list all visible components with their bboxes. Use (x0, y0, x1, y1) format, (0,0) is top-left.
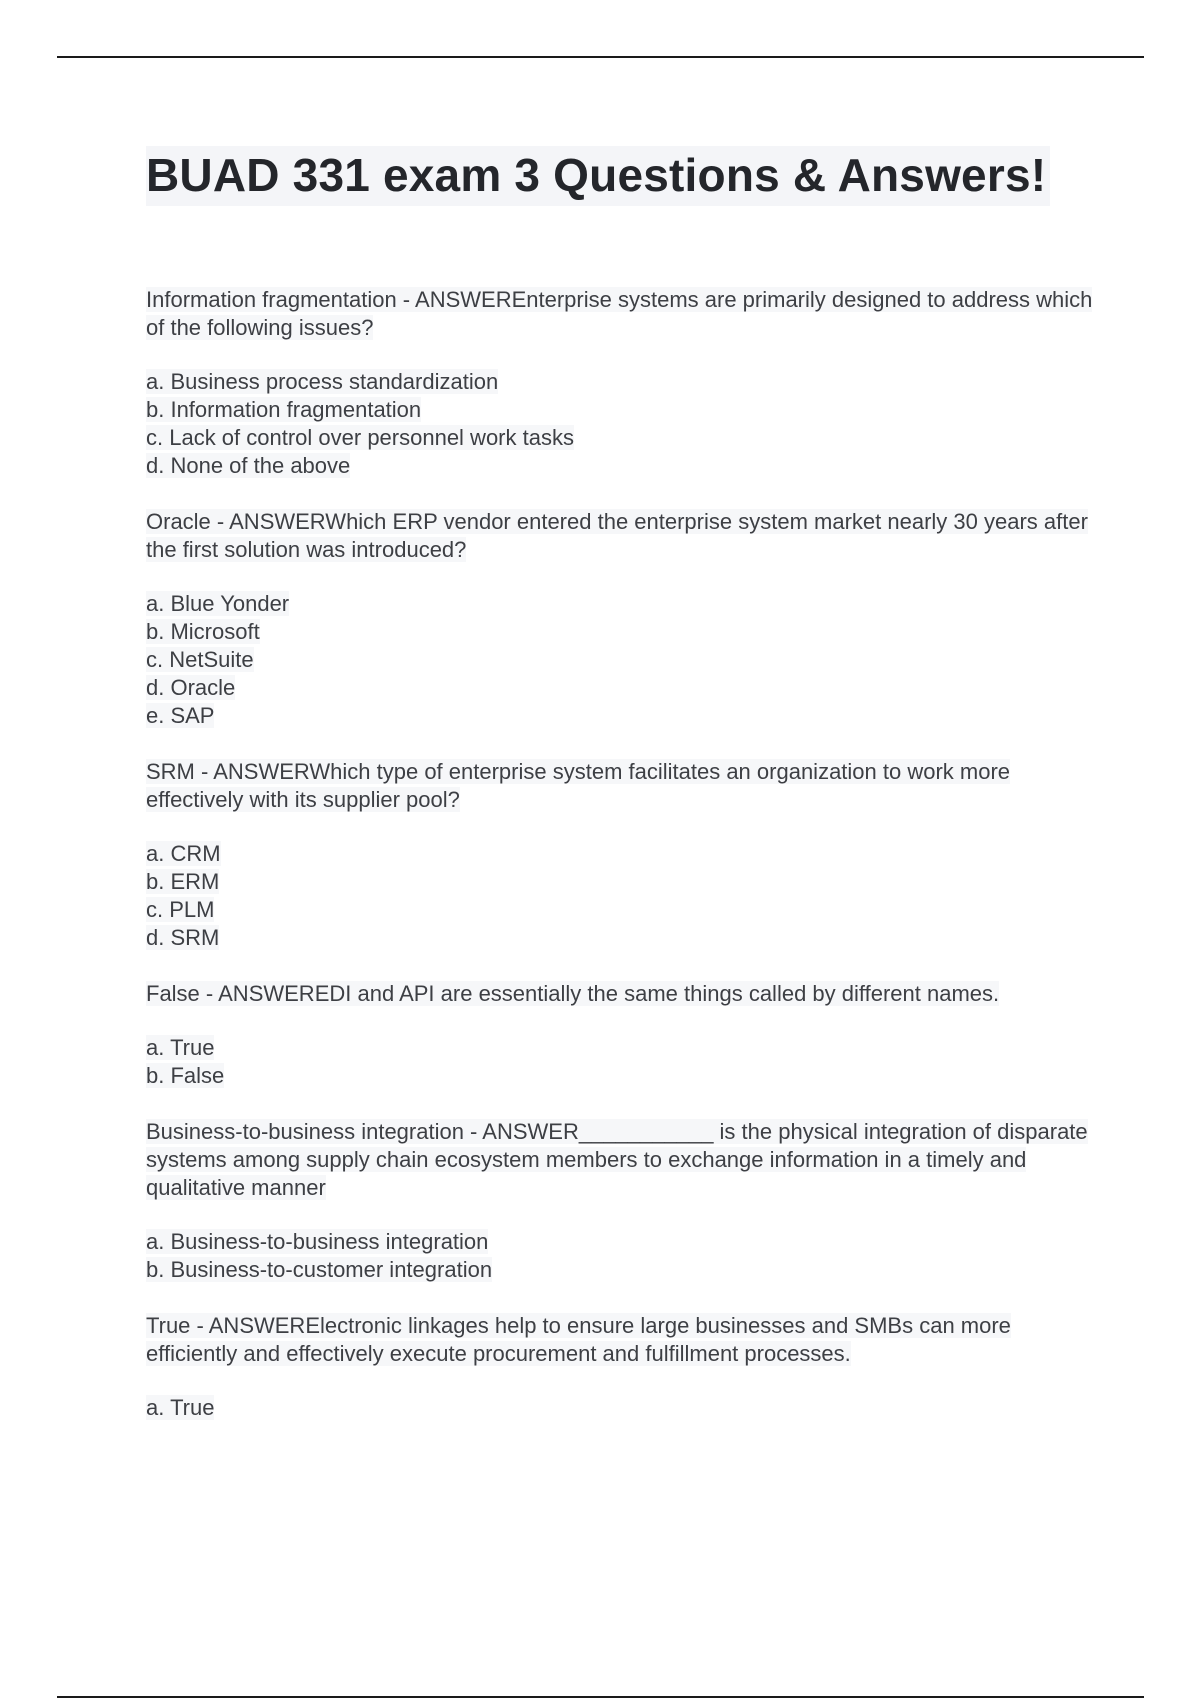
answer-option: b. False (146, 1063, 225, 1088)
answer-option: c. NetSuite (146, 647, 254, 672)
answer-option: e. SAP (146, 703, 215, 728)
answer-options (146, 1394, 1096, 1422)
top-rule (57, 56, 1144, 58)
question-text: Oracle - ANSWERWhich ERP vendor entered the enterprise system market nearly 30 years after the first solution was introduced? (146, 509, 1088, 562)
question-item (146, 286, 1096, 480)
question-list (146, 286, 1096, 1422)
answer-option: d. SRM (146, 925, 220, 950)
answer-options (146, 1228, 1096, 1284)
question-item (146, 508, 1096, 730)
answer-options (146, 590, 1096, 730)
answer-option: a. Business process standardization (146, 369, 499, 394)
answer-option: a. True (146, 1395, 215, 1420)
answer-option: b. Microsoft (146, 619, 260, 644)
answer-option: c. PLM (146, 897, 215, 922)
answer-option: b. Business-to-customer integration (146, 1257, 493, 1282)
answer-option: b. Information fragmentation (146, 397, 422, 422)
question-item (146, 1118, 1096, 1284)
page-title: BUAD 331 exam 3 Questions & Answers! (146, 146, 1050, 206)
answer-option: d. None of the above (146, 453, 351, 478)
question-text: Business-to-business integration - ANSWER___________ is the physical integration of disparate systems among supply chain ecosystem members to exchange information in a timely and qualitative manner (146, 1119, 1088, 1200)
answer-option: d. Oracle (146, 675, 236, 700)
answer-options (146, 840, 1096, 952)
question-text: Information fragmentation - ANSWEREnterprise systems are primarily designed to address which of the following issues? (146, 287, 1093, 340)
question-text: True - ANSWERElectronic linkages help to ensure large businesses and SMBs can more efficiently and effectively execute procurement and fulfillment processes. (146, 1313, 1011, 1366)
answer-option: b. ERM (146, 869, 220, 894)
answer-options (146, 368, 1096, 480)
question-text: SRM - ANSWERWhich type of enterprise system facilitates an organization to work more effectively with its supplier pool? (146, 759, 1011, 812)
bottom-rule (57, 1696, 1144, 1698)
answer-option: a. True (146, 1035, 215, 1060)
question-item (146, 980, 1096, 1090)
question-text: False - ANSWEREDI and API are essentially the same things called by different names. (146, 981, 1000, 1006)
answer-option: c. Lack of control over personnel work tasks (146, 425, 574, 450)
question-item (146, 1312, 1096, 1422)
answer-option: a. Blue Yonder (146, 591, 290, 616)
question-item (146, 758, 1096, 952)
answer-option: a. CRM (146, 841, 221, 866)
answer-option: a. Business-to-business integration (146, 1229, 489, 1254)
answer-options (146, 1034, 1096, 1090)
document-content (146, 146, 1096, 1450)
